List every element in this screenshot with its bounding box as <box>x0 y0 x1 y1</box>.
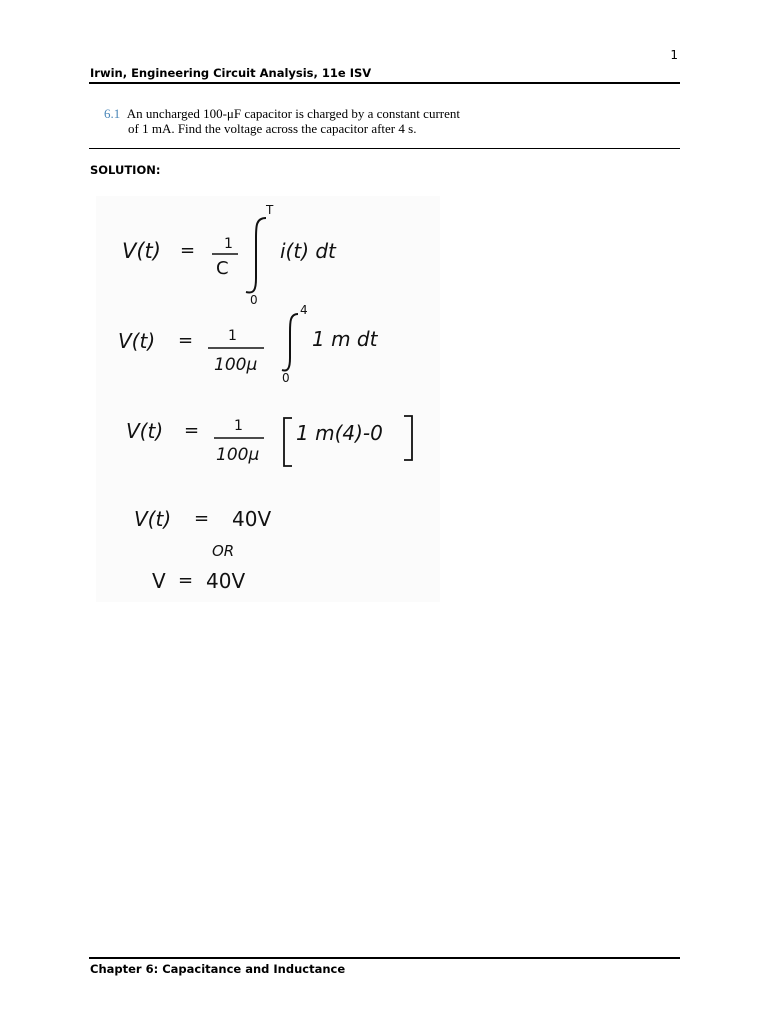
handwritten-solution-image <box>96 196 440 602</box>
equation-1 <box>122 203 337 307</box>
problem-statement <box>104 106 624 136</box>
eq3-frac-num: 1 <box>234 418 243 434</box>
eq3-frac-den: 100μ <box>216 445 260 465</box>
eq2-upper-limit: 4 <box>300 303 308 317</box>
eq3-right-bracket <box>404 416 412 460</box>
eq3-left-bracket <box>284 418 292 466</box>
eq2-lower-limit: 0 <box>282 371 290 385</box>
problem-text-line1: An uncharged 100-μF capacitor is charged by a constant current <box>126 106 460 121</box>
footer-rule <box>89 957 680 959</box>
equation-5 <box>152 569 245 593</box>
eq1-lhs: V(t) <box>122 239 161 263</box>
eq5-rhs: 40V <box>206 569 246 593</box>
eq2-equals: = <box>178 330 194 351</box>
eq4-rhs: 40V <box>232 507 272 531</box>
eq2-lhs: V(t) <box>118 329 156 353</box>
problem-rule <box>89 148 680 149</box>
header-title: Irwin, Engineering Circuit Analysis, 11e ISV <box>90 66 372 80</box>
eq2-integrand: 1 m dt <box>312 327 378 351</box>
eq3-equals: = <box>184 420 200 441</box>
header-rule <box>89 82 680 84</box>
or-text: OR <box>212 542 235 560</box>
problem-text-line2: of 1 mA. Find the voltage across the capacitor after 4 s. <box>128 121 417 136</box>
eq1-equals: = <box>180 240 196 261</box>
eq1-integral-sign <box>246 218 266 292</box>
page-number: 1 <box>670 48 678 62</box>
equation-2 <box>118 303 379 385</box>
problem-number: 6.1 <box>104 106 121 121</box>
eq1-frac-num: 1 <box>224 236 233 252</box>
eq2-integral-sign <box>282 314 298 371</box>
eq4-equals: = <box>194 508 210 529</box>
eq1-upper-limit: T <box>266 203 274 217</box>
solution-label: SOLUTION: <box>90 163 161 177</box>
eq3-lhs: V(t) <box>126 419 164 443</box>
equation-3 <box>126 416 412 466</box>
eq3-bracket-content: 1 m(4)-0 <box>296 421 383 445</box>
eq4-lhs: V(t) <box>134 507 172 531</box>
eq5-lhs: V <box>152 569 166 593</box>
eq1-frac-den: C <box>216 258 229 279</box>
eq2-frac-num: 1 <box>228 328 237 344</box>
eq1-lower-limit: 0 <box>250 293 258 307</box>
equation-4 <box>134 507 271 531</box>
footer-chapter-title: Chapter 6: Capacitance and Inductance <box>90 962 346 976</box>
eq2-frac-den: 100μ <box>214 355 258 375</box>
eq1-integrand: i(t) dt <box>280 239 336 263</box>
eq5-equals: = <box>178 570 194 591</box>
